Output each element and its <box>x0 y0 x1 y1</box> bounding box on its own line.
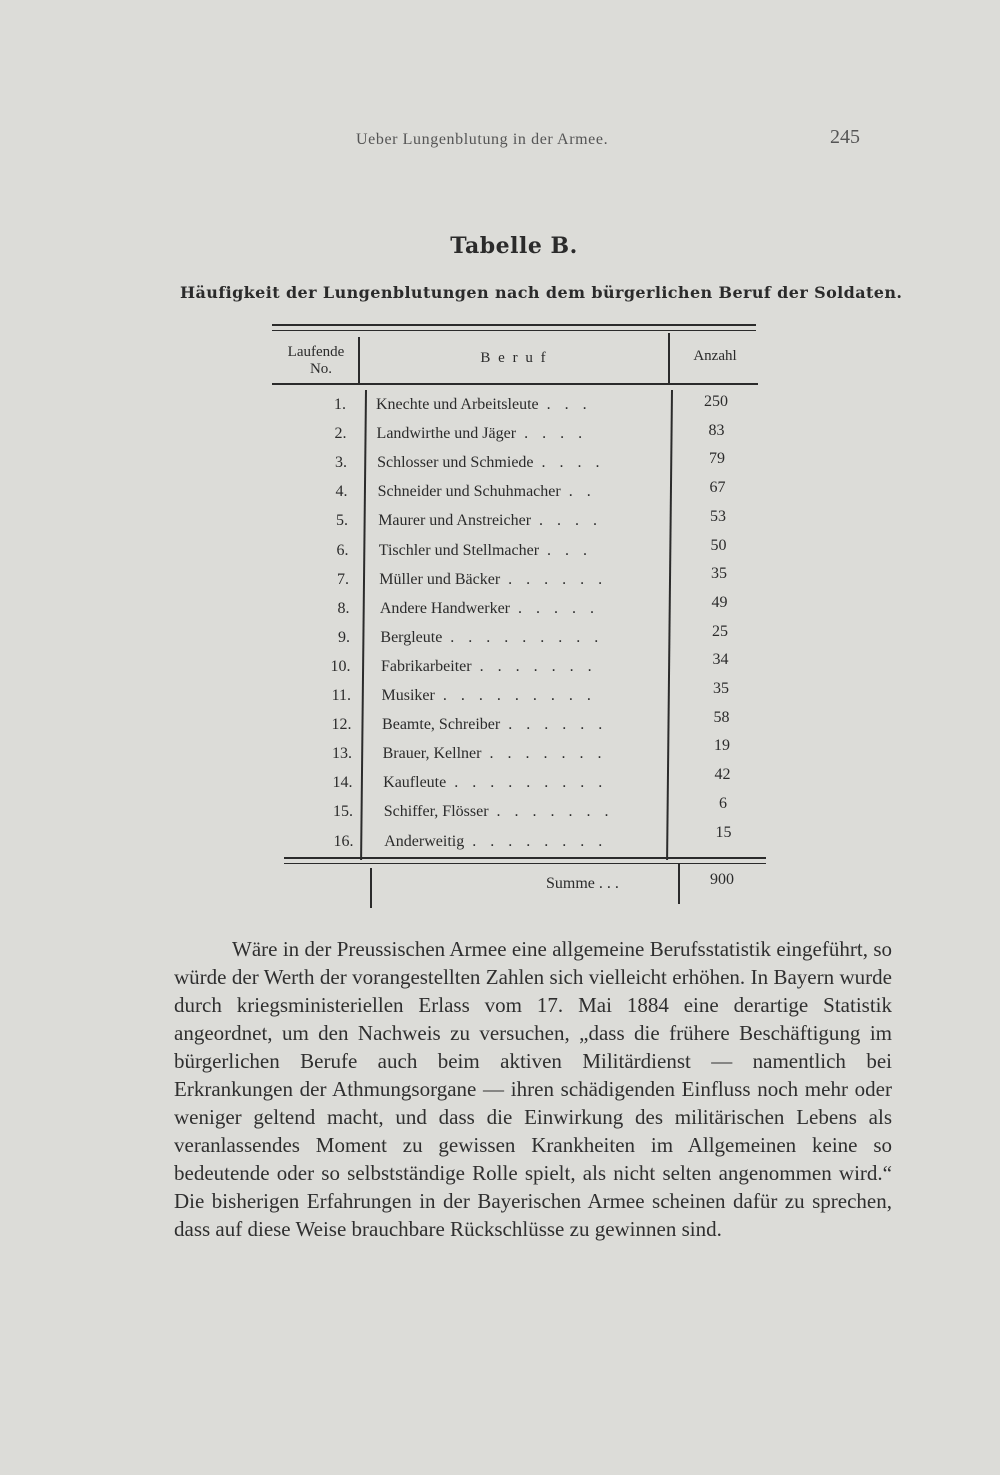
row-beruf <box>377 454 604 472</box>
table-row <box>0 421 725 454</box>
table-row <box>0 593 728 629</box>
row-anzahl: 250 <box>704 393 728 410</box>
page-number: 245 <box>830 126 860 148</box>
row-number: 14. <box>332 774 353 792</box>
beruf-label: Tischler und Stellmacher <box>378 541 540 559</box>
leader-dots: . . . . . . . . . <box>442 687 596 704</box>
row-beruf <box>380 629 603 647</box>
table-subtitle: Häufigkeit der Lungenblutungen nach dem bürgerlichen Beruf der Soldaten. <box>180 283 903 302</box>
row-beruf <box>383 745 607 763</box>
header-laufende-no <box>276 344 356 378</box>
table-row <box>0 766 731 803</box>
header-bottom-rule <box>272 383 758 385</box>
paragraph-text: Wäre in der Preussischen Armee eine allgemeine Berufsstatistik eingeführt, so würde der Werth der vorangestellten Zahlen sich vielleicht erhöhen. In Bayern wurde durch kriegsministeriellen Erlass vom 17. Mai 1884 eine derartige Statistik angeordnet, um den Nachweis zu versuchen, „dass die frühere Beschäftigung im bürgerlichen Berufe auch beim aktiven Militärdienst — namentlich bei Erkrankungen der Athmungsorgane — ihren schädigenden Einfluss noch mehr oder weniger geltend macht, und dass die Einwirkung des militärischen Lebens als veranlassendes Moment zu gewissen Krankheiten im Allgemeinen keine so bedeutende oder so selbstständige Rolle spielt, als nicht selten angenommen wird.“ Die bisherigen Erfahrungen in der Bayerischen Armee scheinen dafür zu sprechen, dass auf diese Weise brauchbare Rückschlüsse zu gewinnen sind. <box>174 937 892 1241</box>
beruf-label: Schlosser und Schmiede <box>377 454 534 472</box>
beruf-label: Knechte und Arbeitsleute <box>376 396 539 413</box>
header-beruf: B e r u f <box>480 350 548 366</box>
leader-dots: . . . . . . . . <box>472 832 608 850</box>
table-row <box>0 708 730 745</box>
table-row <box>0 393 728 425</box>
row-beruf <box>378 512 602 530</box>
leader-dots: . . . <box>547 541 593 559</box>
beruf-label: Landwirthe und Jäger <box>376 425 517 443</box>
row-anzahl: 50 <box>710 536 727 554</box>
leader-dots: . . . . <box>524 425 588 443</box>
header-anzahl: Anzahl <box>693 348 737 364</box>
row-anzahl: 35 <box>711 565 727 583</box>
body-paragraph <box>174 935 892 1243</box>
body-divider-right <box>666 390 673 860</box>
row-anzahl: 6 <box>719 794 727 812</box>
table-top-rule-2 <box>272 330 756 331</box>
row-number: 11. <box>331 687 351 704</box>
row-number: 16. <box>333 832 354 850</box>
beruf-label: Brauer, Kellner <box>382 745 482 763</box>
summe-divider-left <box>370 868 372 908</box>
beruf-label: Bergleute <box>380 628 443 646</box>
table-row <box>0 479 726 512</box>
row-beruf <box>382 716 607 734</box>
beruf-label: Kaufleute <box>383 774 447 792</box>
row-number: 8. <box>337 599 350 617</box>
row-number: 6. <box>336 541 349 559</box>
leader-dots: . . . . . . . <box>479 657 597 675</box>
row-beruf <box>377 425 588 443</box>
beruf-label: Fabrikarbeiter <box>380 657 472 675</box>
table-row <box>0 680 729 716</box>
leader-dots: . . . . . <box>518 599 599 617</box>
row-anzahl: 79 <box>709 450 725 468</box>
row-beruf <box>383 774 607 792</box>
leader-dots: . . . . . . <box>508 716 608 734</box>
row-beruf <box>376 396 592 414</box>
table-row <box>0 536 727 571</box>
table-row <box>0 622 728 658</box>
row-anzahl: 58 <box>713 708 730 726</box>
leader-dots: . . . . . . . <box>496 803 614 821</box>
column-divider-left <box>358 337 360 383</box>
row-number: 1. <box>334 396 346 413</box>
beruf-label: Andere Handwerker <box>379 599 510 617</box>
row-anzahl: 53 <box>710 507 726 525</box>
beruf-label: Müller und Bäcker <box>379 570 501 588</box>
row-number: 2. <box>334 425 347 443</box>
column-divider-right <box>668 333 670 383</box>
beruf-label: Musiker <box>381 687 435 704</box>
table-row <box>0 737 730 774</box>
leader-dots: . . . . <box>541 454 605 472</box>
row-number: 10. <box>330 657 351 675</box>
header-laufende: Laufende <box>287 344 345 360</box>
table-title: Tabelle B. <box>450 233 578 259</box>
row-beruf <box>378 483 596 501</box>
row-number: 9. <box>338 628 350 646</box>
table-row <box>0 565 727 600</box>
row-number: 15. <box>333 803 353 821</box>
leader-dots: . . . . . . . . . <box>454 774 608 792</box>
table-bottom-rule <box>284 857 766 859</box>
row-anzahl: 67 <box>709 479 726 497</box>
row-beruf <box>380 600 599 618</box>
row-beruf <box>381 658 597 676</box>
row-beruf <box>384 833 607 851</box>
summe-label: Summe . . . <box>546 875 619 892</box>
beruf-label: Maurer und Anstreicher <box>378 512 532 530</box>
beruf-label: Schiffer, Flösser <box>383 803 489 821</box>
row-number: 3. <box>335 454 347 472</box>
row-number: 7. <box>337 570 349 588</box>
leader-dots: . . . <box>546 396 592 413</box>
summe-divider-right <box>678 864 680 904</box>
row-beruf <box>382 687 596 705</box>
table-row <box>0 651 729 687</box>
beruf-label: Beamte, Schreiber <box>382 716 501 734</box>
row-anzahl: 25 <box>712 622 728 640</box>
row-anzahl: 15 <box>715 823 732 841</box>
header-no: No. <box>309 361 333 377</box>
table-row <box>0 507 726 541</box>
row-number: 12. <box>331 716 352 734</box>
row-anzahl: 34 <box>712 651 729 669</box>
row-anzahl: 83 <box>708 421 725 439</box>
row-beruf <box>379 571 607 589</box>
beruf-label: Anderweitig <box>384 832 465 850</box>
beruf-label: Schneider und Schuhmacher <box>377 483 561 501</box>
row-anzahl: 35 <box>713 680 729 697</box>
table-bottom-rule-2 <box>284 863 766 864</box>
row-number: 4. <box>335 483 348 501</box>
row-anzahl: 19 <box>714 737 730 755</box>
table-row <box>0 450 725 483</box>
table-row <box>0 794 727 832</box>
row-beruf <box>379 542 592 560</box>
running-title: Ueber Lungenblutung in der Armee. <box>356 131 609 148</box>
leader-dots: . . . . . . . . . <box>450 628 604 646</box>
table-top-rule <box>272 324 756 326</box>
leader-dots: . . <box>568 483 596 501</box>
leader-dots: . . . . <box>539 512 603 530</box>
row-beruf <box>384 803 614 821</box>
row-number: 5. <box>336 512 348 530</box>
row-anzahl: 42 <box>714 766 731 784</box>
summe-value: 900 <box>710 871 734 888</box>
row-number: 13. <box>332 745 352 763</box>
leader-dots: . . . . . . . <box>489 745 607 763</box>
leader-dots: . . . . . . <box>508 570 608 588</box>
row-anzahl: 49 <box>711 593 728 611</box>
